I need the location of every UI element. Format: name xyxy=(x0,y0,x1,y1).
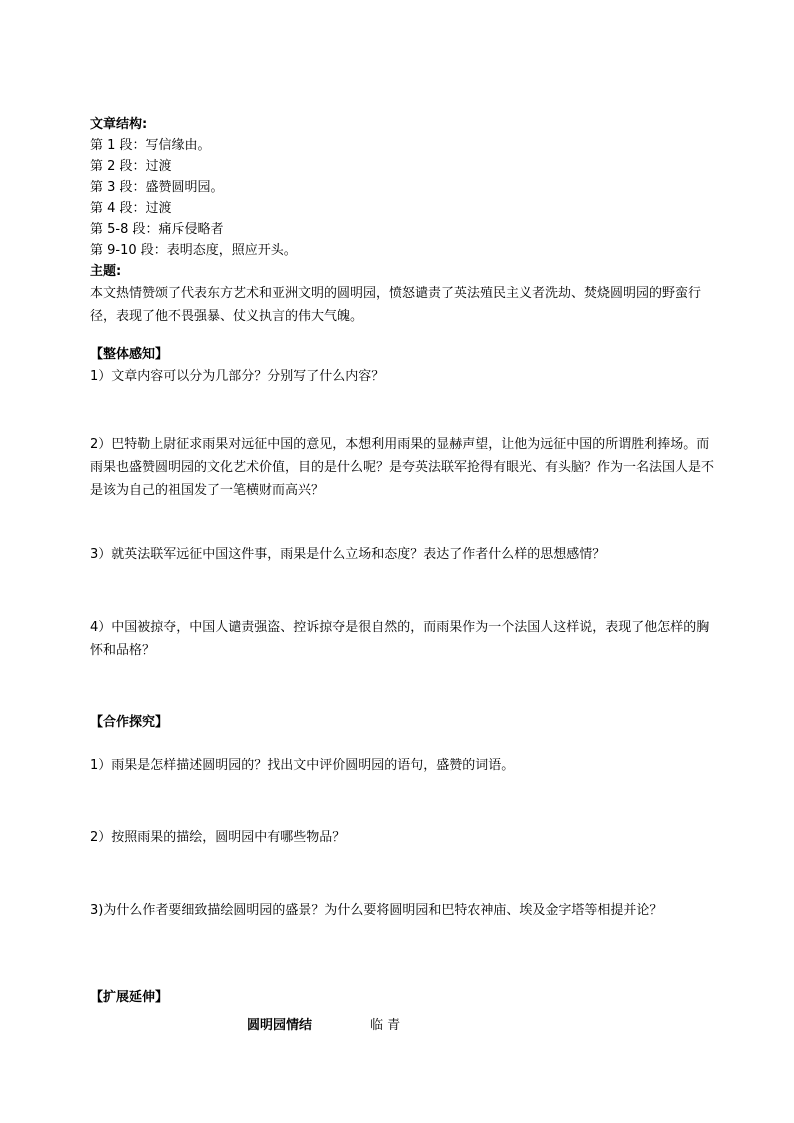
structure-item-6: 第 9-10 段：表明态度，照应开头。 xyxy=(90,243,297,258)
overall-heading: 【整体感知】 xyxy=(90,347,169,362)
structure-item-4: 第 4 段：过渡 xyxy=(90,201,172,216)
explore-heading: 【合作探究】 xyxy=(90,715,169,730)
theme-heading: 主题: xyxy=(90,264,122,279)
structure-item-3: 第 3 段：盛赞圆明园。 xyxy=(90,180,224,195)
structure-item-5: 第 5-8 段：痛斥侵略者 xyxy=(90,222,224,237)
explore-question-3: 3)为什么作者要细致描绘圆明园的盛景？为什么要将圆明园和巴特农神庙、埃及金字塔等相提并论？ xyxy=(90,903,663,918)
overall-question-1: 1）文章内容可以分为几部分？分别写了什么内容？ xyxy=(90,369,385,384)
overall-question-4: 4）中国被掠夺，中国人谴责强盗、控诉掠夺是很自然的，而雨果作为一个法国人这样说，表现了他怎样的胸怀和品格？ xyxy=(90,620,710,658)
structure-item-2: 第 2 段：过渡 xyxy=(90,159,172,174)
explore-question-2: 2）按照雨果的描绘，圆明园中有哪些物品？ xyxy=(90,830,346,845)
extend-heading: 【扩展延伸】 xyxy=(90,990,169,1005)
theme-text: 本文热情赞颂了代表东方艺术和亚洲文明的圆明园，愤怒谴责了英法殖民主义者洗劫、焚烧圆明园的野蛮行径，表现了他不畏强暴、仗义执言的伟大气魄。 xyxy=(90,286,702,324)
structure-heading: 文章结构: xyxy=(90,117,148,132)
article-title: 圆明园情结 xyxy=(247,1018,313,1033)
article-author: 临 青 xyxy=(370,1018,401,1033)
overall-question-2: 2）巴特勒上尉征求雨果对远征中国的意见，本想利用雨果的显赫声望，让他为远征中国的所谓胜利捧场。而雨果也盛赞圆明园的文化艺术价值，目的是什么呢？是夸英法联军抢得有眼光、有头脑？作为一名法国人是不是该为自己的祖国发了一笔横财而高兴？ xyxy=(90,437,715,498)
overall-question-3: 3）就英法联军远征中国这件事，雨果是什么立场和态度？表达了作者什么样的思想感情？ xyxy=(90,547,606,562)
explore-question-1: 1）雨果是怎样描述圆明园的？找出文中评价圆明园的语句，盛赞的词语。 xyxy=(90,758,515,773)
structure-item-1: 第 1 段：写信缘由。 xyxy=(90,138,211,153)
